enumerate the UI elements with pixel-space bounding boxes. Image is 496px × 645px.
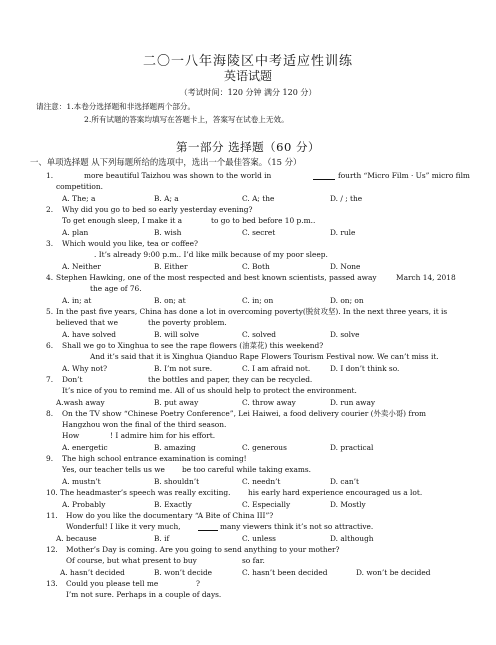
option-c: C. A; the	[242, 194, 275, 203]
question-number: 6.	[46, 341, 54, 350]
question-text: more beautiful Taizhou was shown to the world in	[84, 171, 272, 180]
option-c: C. needn’t	[242, 477, 281, 486]
answer-blank	[313, 172, 335, 180]
option-d: D. solve	[330, 330, 360, 339]
question-number: 4.	[46, 273, 54, 282]
option-b: B. amazing	[154, 443, 196, 452]
question-text: Could you please tell me	[66, 579, 159, 588]
option-b: B. put away	[154, 398, 199, 407]
question-text: Shall we go to Xinghua to see the rape flowers (油菜花) this weekend?	[62, 341, 324, 350]
option-c: C. throw away	[242, 398, 296, 407]
option-c: C. I am afraid not.	[242, 364, 311, 373]
question-text: believed that we	[56, 318, 118, 327]
option-a: A.wash away	[56, 398, 105, 407]
question-text: I’m not sure. Perhaps in a couple of days.	[66, 590, 222, 599]
question-text: ?	[196, 579, 200, 588]
question-text: ! I admire him for his effort.	[110, 431, 216, 440]
question-number: 10.	[46, 488, 58, 497]
question-text: In the past five years, China has done a lot in overcoming poverty(脱贫攻坚). In the next three years, it is	[56, 307, 448, 316]
question-text: The high school entrance examination is coming!	[62, 454, 247, 463]
option-a: A. plan	[62, 228, 89, 237]
option-d: D. although	[330, 534, 374, 543]
question-number: 9.	[46, 454, 54, 463]
question-text: Hangzhou won the final of the third season.	[62, 420, 227, 429]
question-number: 2.	[46, 205, 54, 214]
question-text: Why did you go to bed so early yesterday evening?	[62, 205, 253, 214]
option-b: B. if	[154, 534, 170, 543]
question-text: Mother’s Day is coming. Are you going to send anything to your mother?	[66, 545, 340, 554]
option-d: D. Mostly	[330, 500, 366, 509]
option-c: C. in; on	[242, 296, 274, 305]
option-b: B. will solve	[154, 330, 200, 339]
option-d: D. I don’t think so.	[330, 364, 400, 373]
question-text: Stephen Hawking, one of the most respected and best known scientists, passed away	[56, 273, 377, 282]
notice-line-2: 2.所有试题的答案均填写在答题卡上，答案写在试卷上无效。	[84, 115, 289, 124]
option-d: D. None	[330, 262, 361, 271]
question-text: Which would you like, tea or coffee?	[62, 239, 198, 248]
question-text: to go to bed before 10 p.m..	[211, 216, 316, 225]
option-d: D. rule	[330, 228, 356, 237]
part-title: 第一部分 选择题（60 分）	[176, 140, 320, 154]
exam-title: 二〇一八年海陵区中考适应性训练	[142, 54, 353, 69]
question-text: Yes, our teacher tells us we	[62, 465, 165, 474]
answer-blank	[198, 523, 218, 531]
exam-time-info: （考试时间：120 分钟 满分 120 分）	[179, 88, 317, 97]
question-number: 12.	[46, 545, 58, 554]
question-text: his early hard experience encouraged us a lot.	[248, 488, 423, 497]
question-text: On the TV show “Chinese Poetry Conference”, Lei Haiwei, a food delivery courier (外卖小哥) from	[62, 409, 427, 418]
option-b: B. Either	[154, 262, 188, 271]
question-text: competition.	[56, 182, 103, 191]
question-text: Of course, but what present to buy	[66, 556, 197, 565]
option-c: C. unless	[242, 534, 276, 543]
option-d: D. run away	[330, 398, 376, 407]
option-c: C. Both	[242, 262, 270, 271]
question-text: Don’t	[62, 375, 83, 384]
option-b: B. wish	[154, 228, 182, 237]
option-a: A. because	[56, 534, 97, 543]
option-b: B. on; at	[154, 296, 186, 305]
question-text: be too careful while taking exams.	[182, 465, 312, 474]
option-a: A. The; a	[62, 194, 96, 203]
question-number: 11.	[46, 511, 58, 520]
option-d: D. practical	[330, 443, 374, 452]
question-text: It’s nice of you to remind me. All of us should help to protect the environment.	[62, 386, 357, 395]
option-b: B. shouldn’t	[154, 477, 200, 486]
question-text: And it’s said that it is Xinghua Qianduo Rape Flowers Tourism Festival now. We can’t miss it.	[90, 352, 439, 361]
question-number: 13.	[46, 579, 58, 588]
question-text: fourth “Micro Film · Us” micro film	[338, 171, 470, 180]
section-heading: 一、单项选择题 从下列每题所给的选项中，选出一个最佳答案。（15 分）	[30, 157, 302, 167]
option-c: C. Especially	[242, 500, 291, 509]
question-text: the bottles and paper, they can be recycled.	[148, 375, 313, 384]
question-text: so far.	[242, 556, 265, 565]
question-number: 7.	[46, 375, 54, 384]
option-b: B. won’t decide	[154, 568, 213, 577]
option-a: A. Neither	[62, 262, 101, 271]
option-d: D. can’t	[330, 477, 359, 486]
option-b: B. Exactly	[154, 500, 192, 509]
question-number: 3.	[46, 239, 54, 248]
option-a: A. Why not?	[62, 364, 108, 373]
option-b: B. A; a	[154, 194, 179, 203]
option-d: D. on; on	[330, 296, 364, 305]
option-b: B. I’m not sure.	[154, 364, 213, 373]
question-text: Wonderful! I like it very much,	[66, 522, 181, 531]
question-text: March 14, 2018	[396, 273, 456, 282]
question-text: How	[62, 431, 80, 440]
question-text: . It’s already 9:00 p.m.. I’d like milk because of my poor sleep.	[94, 250, 328, 259]
question-text: many viewers think it’s not so attractive.	[220, 522, 374, 531]
option-c: C. hasn’t been decided	[242, 568, 328, 577]
question-text: How do you like the documentary “A Bite of China III”?	[66, 511, 274, 520]
option-d: D. / ; the	[330, 194, 363, 203]
option-c: C. secret	[242, 228, 276, 237]
option-a: A. hasn’t decided	[60, 568, 125, 577]
question-text: the poverty problem.	[148, 318, 227, 327]
question-text: The headmaster’s speech was really exciting.	[60, 488, 231, 497]
option-a: A. in; at	[62, 296, 92, 305]
question-text: To get enough sleep, I make it a	[62, 216, 183, 225]
question-number: 5.	[46, 307, 54, 316]
option-a: A. mustn’t	[62, 477, 101, 486]
question-text: the age of 76.	[90, 284, 142, 293]
question-number: 1.	[46, 171, 54, 180]
notice-line-1: 请注意：1.本卷分选择题和非选择题两个部分。	[36, 102, 196, 111]
option-a: A. energetic	[62, 443, 108, 452]
option-a: A. Probably	[62, 500, 106, 509]
exam-subtitle: 英语试题	[223, 69, 272, 83]
question-number: 8.	[46, 409, 54, 418]
option-d: D. won’t be decided	[356, 568, 431, 577]
option-c: C. solved	[242, 330, 276, 339]
option-a: A. have solved	[62, 330, 116, 339]
option-c: C. generous	[242, 443, 287, 452]
